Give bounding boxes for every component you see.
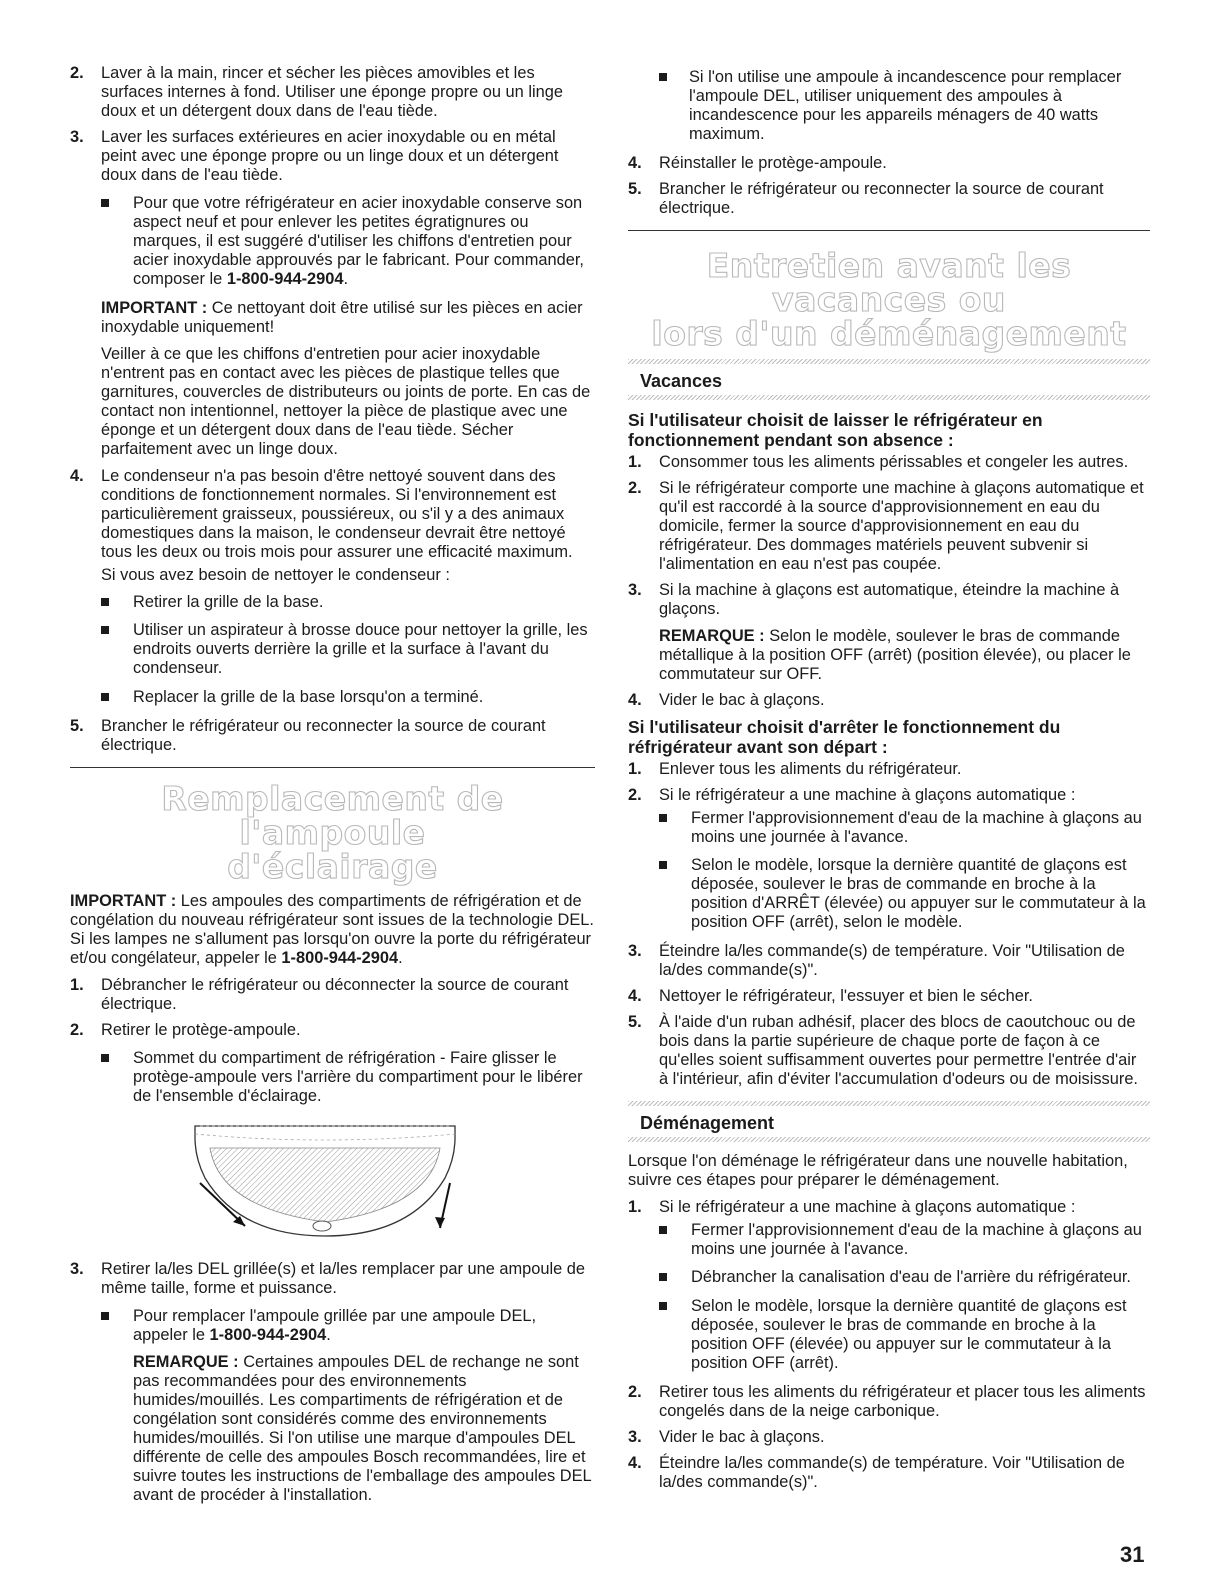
step-number: 2.	[628, 786, 642, 804]
step-text: Enlever tous les aliments du réfrigérateur.	[659, 760, 962, 778]
square-bullet-icon	[101, 626, 109, 634]
intro-text: Lorsque l'on déménage le réfrigérateur dans une nouvelle habitation, suivre ces étapes pour préparer le déménagement.	[628, 1152, 1128, 1189]
step-text: Retirer tous les aliments du réfrigérateur et placer tous les aliments congelés dans de la neige carbonique.	[659, 1383, 1146, 1420]
square-bullet-icon	[101, 693, 109, 701]
light-shield-illustration	[70, 1118, 595, 1248]
step-number: 4.	[628, 987, 642, 1005]
page-number: 31	[1120, 1542, 1145, 1567]
step-number: 5.	[70, 717, 84, 735]
subsection-heading: Déménagement	[640, 1113, 775, 1133]
list-item	[628, 154, 1150, 173]
condition-heading: Si l'utilisateur choisit d'arrêter le fonctionnement du réfrigérateur avant son départ :	[628, 717, 1061, 757]
step-text: Si le réfrigérateur a une machine à glaçons automatique :	[659, 786, 1076, 804]
hatched-rule	[628, 395, 1150, 400]
step-number: 1.	[628, 453, 642, 471]
step-text: Si le réfrigérateur a une machine à glaçons automatique :	[659, 1198, 1076, 1216]
square-bullet-icon	[659, 1226, 667, 1234]
step-text: Brancher le réfrigérateur ou reconnecter la source de courant électrique.	[659, 180, 1104, 217]
step-text: Vider le bac à glaçons.	[659, 1428, 825, 1446]
list-item	[628, 180, 1150, 218]
bullet-item: Fermer l'approvisionnement d'eau de la machine à glaçons au moins une journée à l'avance.	[659, 1221, 1150, 1259]
step-number: 2.	[628, 1383, 642, 1401]
step-text: Si la machine à glaçons est automatique, éteindre la machine à glaçons.	[659, 581, 1120, 618]
bullet-item	[101, 194, 595, 289]
condition-heading: Si l'utilisateur choisit de laisser le réfrigérateur en fonctionnement pendant son absence :	[628, 410, 1043, 450]
important-note: IMPORTANT : Ce nettoyant doit être utilisé sur les pièces en acier inoxydable uniquement!	[101, 299, 583, 336]
step-number: 2.	[70, 64, 84, 82]
list-item	[628, 987, 1150, 1006]
step-text: À l'aide d'un ruban adhésif, placer des blocs de caoutchouc ou de bois dans la partie supérieure de chaque porte de façon à ce qu'elles soient suffisamment ouvertes pour permettre l'entrée d'air à l'intérieur, afin d'éviter l'accumulation d'odeurs ou de moisissure.	[659, 1013, 1138, 1088]
bullet-item: Utiliser un aspirateur à brosse douce pour nettoyer la grille, les endroits ouverts derrière la grille et la surface à l'avant du condenseur.	[101, 621, 595, 678]
list-item	[70, 1021, 595, 1106]
list-item	[70, 1260, 595, 1505]
step-number: 3.	[628, 1428, 642, 1446]
step-text: Réinstaller le protège-ampoule.	[659, 154, 887, 172]
list-item	[628, 1454, 1150, 1492]
square-bullet-icon	[659, 861, 667, 869]
square-bullet-icon	[659, 814, 667, 822]
left-column	[70, 64, 595, 1513]
step-number: 1.	[628, 1198, 642, 1216]
important-note: IMPORTANT : Les ampoules des compartiments de réfrigération et de congélation du nouveau réfrigérateur sont issues de la technologie DEL. Si les lampes ne s'allument pas lorsqu'on ouvre la porte du réfrigérateur et/ou congélateur, appeler le 1-800-944-2904.	[70, 892, 594, 967]
square-bullet-icon	[659, 1302, 667, 1310]
phone-number: 1-800-944-2904	[281, 949, 399, 967]
step-text: Laver les surfaces extérieures en acier inoxydable ou en métal peint avec une éponge propre ou un linge doux et un détergent doux dans de l'eau tiède.	[101, 128, 559, 184]
step-text: Laver à la main, rincer et sécher les pièces amovibles et les surfaces internes à fond. Utiliser une éponge propre ou un linge doux et un détergent doux dans de l'eau tiède.	[101, 64, 563, 120]
square-bullet-icon	[659, 1273, 667, 1281]
bullet-item: Selon le modèle, lorsque la dernière quantité de glaçons est déposée, soulever le bras de commande en broche à la position OFF (élevée) ou appuyer sur le commutateur à la position OFF (arrêt).	[659, 1297, 1150, 1373]
list-item	[628, 786, 1150, 932]
step-number: 1.	[628, 760, 642, 778]
step-text: Si le réfrigérateur comporte une machine à glaçons automatique et qu'il est raccordé à la source d'approvisionnement en eau du domicile, fermer la source d'approvisionnement en eau du réfrigérateur. Des dommages matériels peuvent subvenir si l'alimentation en eau n'est pas coupée.	[659, 479, 1144, 573]
hatched-rule	[628, 1137, 1150, 1142]
caution-text: Veiller à ce que les chiffons d'entretien pour acier inoxydable n'entrent pas en contact avec les pièces de plastique telles que garnitures, couvercles de distributeurs ou joints de porte. En cas de contact non intentionnel, nettoyer la pièce de plastique avec une éponge et un détergent doux dans de l'eau tiède. Sécher parfaitement avec un linge doux.	[101, 345, 591, 458]
step-number: 2.	[70, 1021, 84, 1039]
bullet-item: Débrancher la canalisation d'eau de l'arrière du réfrigérateur.	[659, 1268, 1150, 1287]
note-text: REMARQUE : Certaines ampoules DEL de rechange ne sont pas recommandées pour des environnements humides/mouillés. Les compartiments de réfrigération et de congélation sont considérés comme des environnements humides/mouillés. Si l'on utilise une marque d'ampoules DEL différente de celle des ampoules Bosch recommandées, lire et suivre toutes les instructions de l'emballage des ampoules DEL avant de procéder à l'installation.	[133, 1353, 592, 1504]
step-text: Consommer tous les aliments périssables et congeler les autres.	[659, 453, 1129, 471]
list-item	[70, 717, 595, 755]
step-text: Brancher le réfrigérateur ou reconnecter la source de courant électrique.	[101, 717, 546, 754]
note-text: REMARQUE : Selon le modèle, soulever le bras de commande métallique à la position OFF (arrêt) (position élevée), ou placer le commutateur sur OFF.	[659, 627, 1131, 683]
subsection-heading: Vacances	[640, 371, 723, 391]
step-number: 5.	[628, 180, 642, 198]
list-item	[628, 691, 1150, 710]
square-bullet-icon	[101, 199, 109, 207]
bullet-item: Selon le modèle, lorsque la dernière quantité de glaçons est déposée, soulever le bras de commande en broche à la position d'ARRÊT (élevée) ou appuyer sur le commutateur à la position OFF (arrêt), selon le modèle.	[659, 856, 1150, 932]
intro-text: Si vous avez besoin de nettoyer le condenseur :	[101, 566, 450, 584]
phone-number: 1-800-944-2904	[226, 270, 344, 288]
section-divider	[628, 230, 1150, 231]
list-item	[70, 128, 595, 459]
square-bullet-icon	[659, 73, 667, 81]
list-item	[628, 1013, 1150, 1089]
step-number: 3.	[628, 942, 642, 960]
bullet-text: Pour que votre réfrigérateur en acier inoxydable conserve son aspect neuf et pour enlever les petites égratignures ou marques, il est suggéré d'utiliser les chiffons d'entretien pour acier inoxydable approuvés par le fabricant. Pour commander, composer le 1-800-944-2904.	[133, 194, 584, 288]
list-item	[628, 453, 1150, 472]
step-number: 3.	[70, 128, 84, 146]
step-number: 4.	[628, 154, 642, 172]
list-item	[628, 1198, 1150, 1373]
list-item	[628, 1428, 1150, 1447]
bullet-item: Replacer la grille de la base lorsqu'on a terminé.	[101, 688, 595, 707]
step-number: 4.	[70, 467, 84, 485]
step-number: 3.	[628, 581, 642, 599]
list-item	[628, 581, 1150, 684]
step-text: Le condenseur n'a pas besoin d'être nettoyé souvent dans des conditions de fonctionnement normales. Si l'environnement est particulièrement graisseux, poussiéreux, ou s'il y a des animaux domestiques dans la maison, le condenseur devrait être nettoyé tous les deux ou trois mois pour assurer une efficacité maximum.	[101, 467, 573, 561]
section-title: Remplacement de l'ampoule d'éclairage	[161, 779, 504, 886]
step-number: 5.	[628, 1013, 642, 1031]
step-text: Retirer le protège-ampoule.	[101, 1021, 301, 1039]
list-item	[628, 942, 1150, 980]
bullet-item: Si l'on utilise une ampoule à incandescence pour remplacer l'ampoule DEL, utiliser uniquement des ampoules à incandescence pour les appareils ménagers de 40 watts maximum.	[659, 68, 1150, 144]
right-column	[628, 68, 1150, 1499]
step-number: 4.	[628, 1454, 642, 1472]
list-item	[628, 760, 1150, 779]
step-text: Éteindre la/les commande(s) de température. Voir "Utilisation de la/des commande(s)".	[659, 942, 1125, 979]
phone-number: 1-800-944-2904	[209, 1326, 327, 1344]
bullet-item: Pour remplacer l'ampoule grillée par une ampoule DEL, appeler le 1-800-944-2904.	[101, 1307, 595, 1345]
section-divider	[70, 767, 595, 768]
bullet-item: Fermer l'approvisionnement d'eau de la machine à glaçons au moins une journée à l'avance.	[659, 809, 1150, 847]
list-item	[628, 1383, 1150, 1421]
square-bullet-icon	[101, 598, 109, 606]
step-text: Retirer la/les DEL grillée(s) et la/les remplacer par une ampoule de même taille, forme et puissance.	[101, 1260, 586, 1297]
step-number: 3.	[70, 1260, 84, 1278]
bullet-item: Sommet du compartiment de réfrigération - Faire glisser le protège-ampoule vers l'arrière du compartiment pour le libérer de l'ensemble d'éclairage.	[101, 1049, 595, 1106]
section-title: Entretien avant les vacances ou lors d'un déménagement	[651, 246, 1127, 353]
step-text: Débrancher le réfrigérateur ou déconnecter la source de courant électrique.	[101, 976, 569, 1013]
step-text: Vider le bac à glaçons.	[659, 691, 825, 709]
bullet-item: Retirer la grille de la base.	[101, 593, 595, 612]
square-bullet-icon	[101, 1054, 109, 1062]
list-item	[628, 479, 1150, 574]
list-item	[70, 467, 595, 707]
square-bullet-icon	[101, 1312, 109, 1320]
step-number: 2.	[628, 479, 642, 497]
list-item	[70, 976, 595, 1014]
step-number: 4.	[628, 691, 642, 709]
step-number: 1.	[70, 976, 84, 994]
step-text: Nettoyer le réfrigérateur, l'essuyer et bien le sécher.	[659, 987, 1033, 1005]
step-text: Éteindre la/les commande(s) de température. Voir "Utilisation de la/des commande(s)".	[659, 1454, 1125, 1491]
list-item	[70, 64, 595, 121]
